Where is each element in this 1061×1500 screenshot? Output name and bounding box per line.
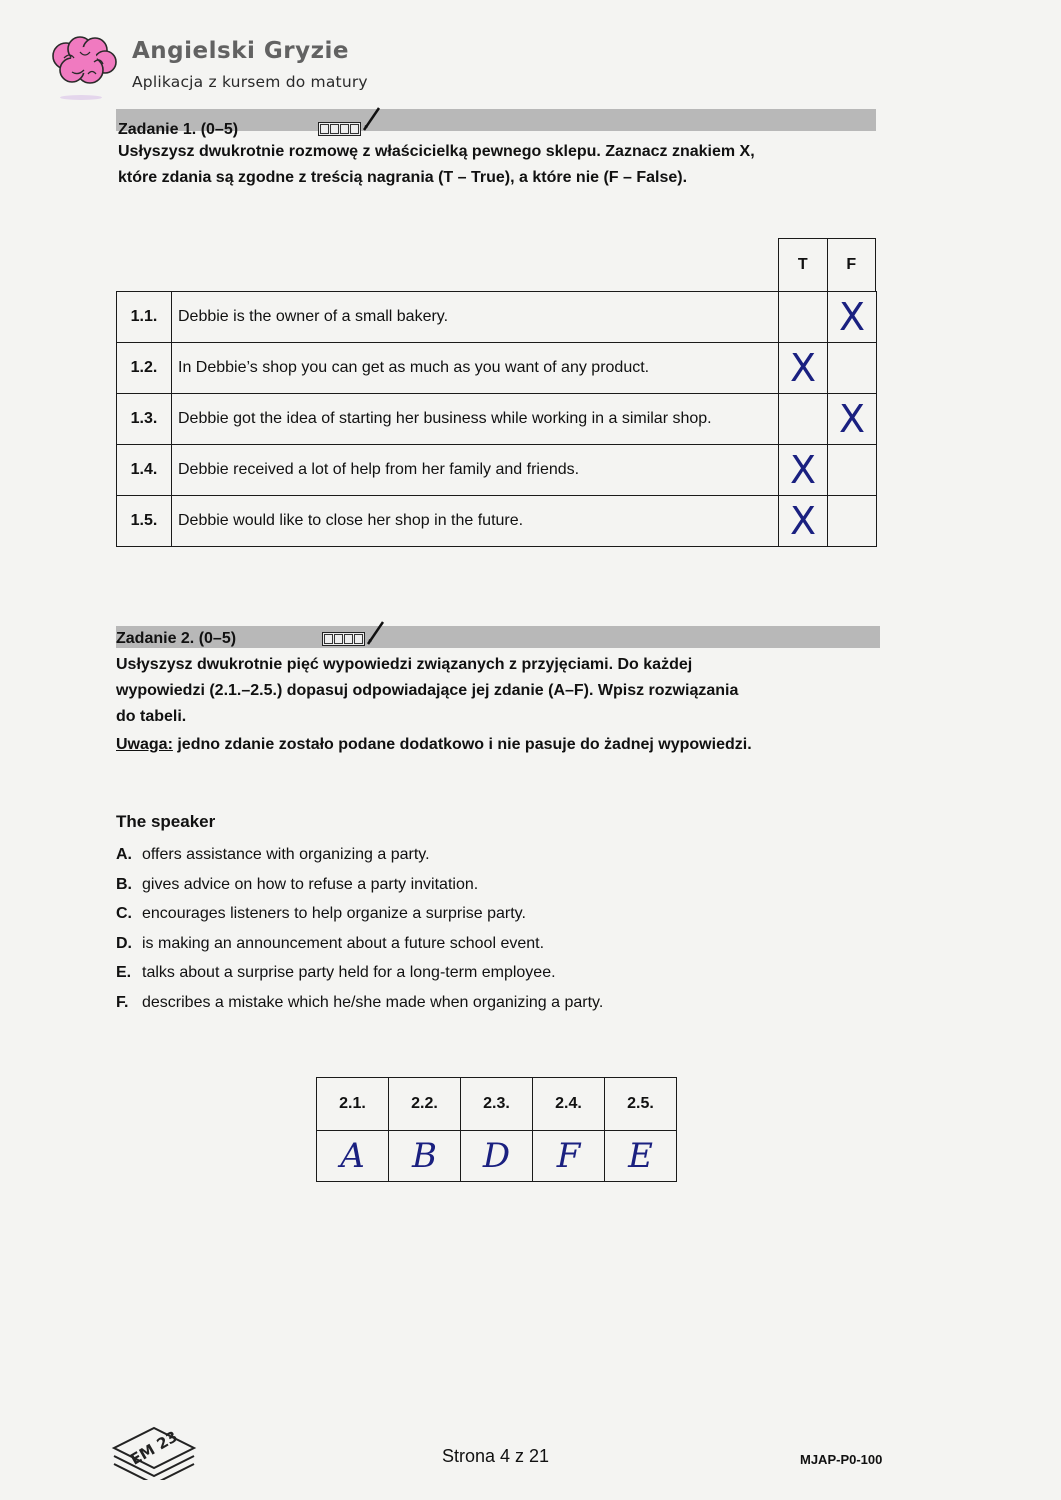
row-statement: Debbie is the owner of a small bakery. [172, 292, 779, 343]
task2-instruction-2: wypowiedzi (2.1.–2.5.) dopasuj odpowiadające jej zdanie (A–F). Wpisz rozwiązania [116, 682, 739, 699]
row-statement: Debbie got the idea of starting her business while working in a similar shop. [172, 394, 779, 445]
option-item [116, 899, 603, 929]
option-letter: E. [116, 964, 132, 981]
handwritten-answer: A [340, 1136, 365, 1176]
row-statement: In Debbie’s shop you can get as much as you want of any product. [172, 343, 779, 394]
col-false-label: F [827, 239, 876, 291]
task1-row [117, 445, 877, 496]
speaker-heading: The speaker [116, 812, 216, 831]
option-text: is making an announcement about a future school event. [142, 934, 545, 952]
true-mark: X [789, 448, 817, 492]
option-text: offers assistance with organizing a party. [142, 846, 430, 863]
row-number: 1.2. [117, 343, 172, 394]
option-item [116, 929, 603, 959]
answer-cell[interactable] [389, 1131, 461, 1182]
task1-row [117, 343, 877, 394]
option-item [116, 870, 603, 900]
task2-title: Zadanie 2. (0–5) [116, 630, 237, 647]
pen-icon [362, 106, 382, 132]
option-item [116, 988, 603, 1018]
option-item [116, 958, 603, 988]
task1-title: Zadanie 1. (0–5) [118, 121, 239, 138]
option-letter: B. [116, 875, 132, 893]
exam-code: MJAP-P0-100 [800, 1452, 883, 1467]
row-statement: Debbie would like to close her shop in the future. [172, 496, 779, 547]
options-list [116, 840, 603, 1017]
true-cell[interactable] [779, 496, 828, 547]
option-text: describes a mistake which he/she made when organizing a party. [142, 993, 604, 1011]
handwritten-answer: B [412, 1136, 437, 1176]
option-text: talks about a surprise party held for a long-term employee. [142, 964, 556, 981]
false-mark: X [838, 295, 866, 339]
true-mark: X [789, 346, 817, 390]
task2-note [116, 732, 752, 758]
task1-score-boxes [318, 122, 361, 136]
option-text: encourages listeners to help organize a surprise party. [142, 905, 526, 922]
task1-row [117, 394, 877, 445]
row-number: 1.1. [117, 292, 172, 343]
option-item [116, 840, 603, 870]
false-cell[interactable] [828, 394, 877, 445]
logo-text: EM 23 [127, 1427, 181, 1469]
option-letter: F. [116, 993, 129, 1011]
false-cell[interactable] [828, 292, 877, 343]
true-cell[interactable] [779, 445, 828, 496]
task2-instruction-3: do tabeli. [116, 708, 187, 725]
option-letter: D. [116, 934, 132, 952]
brand-title: Angielski Gryzie [132, 38, 349, 64]
task2-instruction-1: Usłyszysz dwukrotnie pięć wypowiedzi związanych z przyjęciami. Do każdej [116, 656, 693, 673]
answer-item-label: 2.1. [317, 1078, 389, 1131]
note-label: Uwaga: [116, 736, 173, 753]
answer-cell[interactable] [461, 1131, 533, 1182]
pen-icon [366, 620, 386, 646]
option-letter: C. [116, 905, 132, 922]
answer-item-label: 2.2. [389, 1078, 461, 1131]
task2-answer-table [316, 1077, 677, 1182]
task1-row [117, 292, 877, 343]
answer-cell[interactable] [605, 1131, 677, 1182]
false-mark: X [838, 397, 866, 441]
row-statement: Debbie received a lot of help from her family and friends. [172, 445, 779, 496]
task1-row [117, 496, 877, 547]
task1-instruction-1: Usłyszysz dwukrotnie rozmowę z właścicielką pewnego sklepu. Zaznacz znakiem X, [118, 143, 755, 160]
false-cell[interactable] [828, 496, 877, 547]
logo-shadow [60, 95, 102, 100]
col-true-label: T [797, 256, 808, 273]
option-text: gives advice on how to refuse a party invitation. [142, 875, 479, 893]
brand-subtitle: Aplikacja z kursem do matury [132, 73, 368, 91]
handwritten-answer: E [628, 1136, 653, 1176]
exam-stack-logo-icon [108, 1410, 198, 1480]
true-cell[interactable] [779, 394, 828, 445]
note-text: jedno zdanie zostało podane dodatkowo i nie pasuje do żadnej wypowiedzi. [172, 736, 752, 753]
false-cell[interactable] [828, 343, 877, 394]
task1-table [116, 291, 877, 547]
page-number: Strona 4 z 21 [442, 1446, 550, 1466]
answer-item-label: 2.3. [461, 1078, 533, 1131]
answer-item-label: 2.5. [605, 1078, 677, 1131]
tf-header [778, 238, 876, 291]
true-cell[interactable] [779, 292, 828, 343]
true-cell[interactable] [779, 343, 828, 394]
task1-instruction-2: które zdania są zgodne z treścią nagrania (T – True), a które nie (F – False). [118, 169, 688, 186]
task2-score-boxes [322, 632, 365, 646]
false-cell[interactable] [828, 445, 877, 496]
option-letter: A. [116, 846, 132, 863]
handwritten-answer: F [556, 1136, 581, 1176]
true-mark: X [789, 499, 817, 543]
row-number: 1.4. [117, 445, 172, 496]
handwritten-answer: D [482, 1136, 511, 1176]
row-number: 1.5. [117, 496, 172, 547]
brain-logo-icon [50, 36, 118, 88]
answer-cell[interactable] [317, 1131, 389, 1182]
answer-item-label: 2.4. [533, 1078, 605, 1131]
answer-cell[interactable] [533, 1131, 605, 1182]
row-number: 1.3. [117, 394, 172, 445]
